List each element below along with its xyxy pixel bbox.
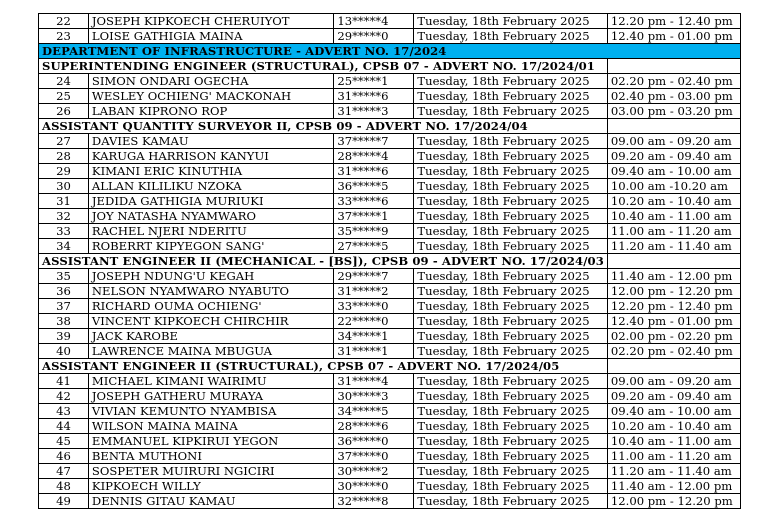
candidate-name-cell: ROBERRT KIPYEGON SANG'	[88, 239, 333, 254]
interview-date-cell: Tuesday, 18th February 2025	[414, 104, 607, 119]
section-header-row	[39, 119, 741, 134]
interview-time-cell: 11.20 am - 11.40 am	[607, 239, 740, 254]
interview-date-cell: Tuesday, 18th February 2025	[414, 134, 607, 149]
interview-time-cell: 11.20 am - 11.40 am	[607, 464, 740, 479]
id-number-cell: 37*****7	[334, 134, 414, 149]
row-number-cell: 43	[39, 404, 89, 419]
interview-date-cell: Tuesday, 18th February 2025	[414, 389, 607, 404]
section-title: ASSISTANT ENGINEER II (MECHANICAL - [BS]), CPSB 09 - ADVERT NO. 17/2024/03	[39, 254, 608, 269]
row-number-cell: 29	[39, 164, 89, 179]
interview-time-cell: 12.00 pm - 12.20 pm	[607, 494, 740, 509]
section-header-row	[39, 359, 741, 374]
interview-time-cell: 10.20 am - 10.40 am	[607, 419, 740, 434]
table-row	[39, 299, 741, 314]
interview-date-cell: Tuesday, 18th February 2025	[414, 314, 607, 329]
id-number-cell: 25*****1	[334, 74, 414, 89]
interview-time-cell: 12.00 pm - 12.20 pm	[607, 284, 740, 299]
candidate-name-cell: KIPKOECH WILLY	[88, 479, 333, 494]
id-number-cell: 28*****4	[334, 149, 414, 164]
table-row	[39, 194, 741, 209]
row-number-cell: 48	[39, 479, 89, 494]
empty-cell	[607, 254, 740, 269]
table-row	[39, 434, 741, 449]
interview-date-cell: Tuesday, 18th February 2025	[414, 224, 607, 239]
candidate-name-cell: JOY NATASHA NYAMWARO	[88, 209, 333, 224]
table-row	[39, 314, 741, 329]
candidate-name-cell: VINCENT KIPKOECH CHIRCHIR	[88, 314, 333, 329]
candidate-name-cell: LOISE GATHIGIA MAINA	[88, 29, 333, 44]
id-number-cell: 34*****1	[334, 329, 414, 344]
row-number-cell: 37	[39, 299, 89, 314]
table-row	[39, 269, 741, 284]
interview-date-cell: Tuesday, 18th February 2025	[414, 404, 607, 419]
candidate-name-cell: SIMON ONDARI OGECHA	[88, 74, 333, 89]
id-number-cell: 29*****7	[334, 269, 414, 284]
table-row	[39, 239, 741, 254]
candidate-name-cell: JOSEPH NDUNG'U KEGAH	[88, 269, 333, 284]
table-row	[39, 374, 741, 389]
table-row	[39, 419, 741, 434]
id-number-cell: 28*****6	[334, 419, 414, 434]
table-row	[39, 104, 741, 119]
candidate-name-cell: JACK KAROBE	[88, 329, 333, 344]
id-number-cell: 30*****3	[334, 389, 414, 404]
candidate-name-cell: JOSEPH KIPKOECH CHERUIYOT	[88, 14, 333, 29]
interview-time-cell: 12.40 pm - 01.00 pm	[607, 29, 740, 44]
interview-date-cell: Tuesday, 18th February 2025	[414, 89, 607, 104]
row-number-cell: 39	[39, 329, 89, 344]
row-number-cell: 33	[39, 224, 89, 239]
candidate-name-cell: EMMANUEL KIPKIRUI YEGON	[88, 434, 333, 449]
interview-time-cell: 10.20 am - 10.40 am	[607, 194, 740, 209]
candidate-name-cell: VIVIAN KEMUNTO NYAMBISA	[88, 404, 333, 419]
id-number-cell: 33*****6	[334, 194, 414, 209]
table-row	[39, 224, 741, 239]
interview-time-cell: 02.40 pm - 03.00 pm	[607, 89, 740, 104]
interview-date-cell: Tuesday, 18th February 2025	[414, 209, 607, 224]
empty-cell	[607, 359, 740, 374]
row-number-cell: 34	[39, 239, 89, 254]
empty-cell	[607, 119, 740, 134]
table-row	[39, 329, 741, 344]
id-number-cell: 27*****5	[334, 239, 414, 254]
candidate-name-cell: KIMANI ERIC KINUTHIA	[88, 164, 333, 179]
row-number-cell: 25	[39, 89, 89, 104]
candidate-name-cell: WESLEY OCHIENG' MACKONAH	[88, 89, 333, 104]
interview-time-cell: 02.00 pm - 02.20 pm	[607, 329, 740, 344]
candidate-name-cell: LABAN KIPRONO ROP	[88, 104, 333, 119]
row-number-cell: 26	[39, 104, 89, 119]
table-row	[39, 164, 741, 179]
id-number-cell: 33*****0	[334, 299, 414, 314]
interview-date-cell: Tuesday, 18th February 2025	[414, 494, 607, 509]
interview-date-cell: Tuesday, 18th February 2025	[414, 14, 607, 29]
row-number-cell: 22	[39, 14, 89, 29]
interview-time-cell: 10.00 am -10.20 am	[607, 179, 740, 194]
candidate-name-cell: JEDIDA GATHIGIA MURIUKI	[88, 194, 333, 209]
id-number-cell: 37*****1	[334, 209, 414, 224]
interview-date-cell: Tuesday, 18th February 2025	[414, 74, 607, 89]
id-number-cell: 29*****0	[334, 29, 414, 44]
interview-date-cell: Tuesday, 18th February 2025	[414, 464, 607, 479]
row-number-cell: 45	[39, 434, 89, 449]
table-row	[39, 134, 741, 149]
interview-date-cell: Tuesday, 18th February 2025	[414, 419, 607, 434]
id-number-cell: 36*****0	[334, 434, 414, 449]
interview-time-cell: 11.00 am - 11.20 am	[607, 449, 740, 464]
section-title: SUPERINTENDING ENGINEER (STRUCTURAL), CPSB 07 - ADVERT NO. 17/2024/01	[39, 59, 608, 74]
row-number-cell: 24	[39, 74, 89, 89]
section-title: ASSISTANT ENGINEER II (STRUCTURAL), CPSB 07 - ADVERT NO. 17/2024/05	[39, 359, 608, 374]
table-row	[39, 149, 741, 164]
row-number-cell: 36	[39, 284, 89, 299]
interview-time-cell: 12.20 pm - 12.40 pm	[607, 14, 740, 29]
candidate-name-cell: MICHAEL KIMANI WAIRIMU	[88, 374, 333, 389]
row-number-cell: 38	[39, 314, 89, 329]
candidate-name-cell: JOSEPH GATHERU MURAYA	[88, 389, 333, 404]
id-number-cell: 30*****2	[334, 464, 414, 479]
id-number-cell: 31*****4	[334, 374, 414, 389]
interview-date-cell: Tuesday, 18th February 2025	[414, 29, 607, 44]
candidate-name-cell: KARUGA HARRISON KANYUI	[88, 149, 333, 164]
table-row	[39, 29, 741, 44]
candidate-name-cell: NELSON NYAMWARO NYABUTO	[88, 284, 333, 299]
row-number-cell: 31	[39, 194, 89, 209]
table-row	[39, 479, 741, 494]
interview-time-cell: 10.40 am - 11.00 am	[607, 209, 740, 224]
interview-time-cell: 11.40 am - 12.00 pm	[607, 479, 740, 494]
id-number-cell: 31*****6	[334, 89, 414, 104]
candidate-name-cell: LAWRENCE MAINA MBUGUA	[88, 344, 333, 359]
id-number-cell: 31*****3	[334, 104, 414, 119]
interview-time-cell: 11.00 am - 11.20 am	[607, 224, 740, 239]
row-number-cell: 44	[39, 419, 89, 434]
section-title: ASSISTANT QUANTITY SURVEYOR II, CPSB 09 - ADVERT NO. 17/2024/04	[39, 119, 608, 134]
interview-time-cell: 09.40 am - 10.00 am	[607, 164, 740, 179]
table-row	[39, 179, 741, 194]
row-number-cell: 32	[39, 209, 89, 224]
interview-time-cell: 02.20 pm - 02.40 pm	[607, 344, 740, 359]
interview-date-cell: Tuesday, 18th February 2025	[414, 269, 607, 284]
interview-time-cell: 03.00 pm - 03.20 pm	[607, 104, 740, 119]
candidate-name-cell: WILSON MAINA MAINA	[88, 419, 333, 434]
row-number-cell: 28	[39, 149, 89, 164]
interview-date-cell: Tuesday, 18th February 2025	[414, 374, 607, 389]
interview-time-cell: 10.40 am - 11.00 am	[607, 434, 740, 449]
interview-date-cell: Tuesday, 18th February 2025	[414, 239, 607, 254]
interview-date-cell: Tuesday, 18th February 2025	[414, 434, 607, 449]
interview-date-cell: Tuesday, 18th February 2025	[414, 164, 607, 179]
interview-time-cell: 02.20 pm - 02.40 pm	[607, 74, 740, 89]
row-number-cell: 40	[39, 344, 89, 359]
id-number-cell: 34*****5	[334, 404, 414, 419]
id-number-cell: 36*****5	[334, 179, 414, 194]
interview-time-cell: 12.40 pm - 01.00 pm	[607, 314, 740, 329]
row-number-cell: 35	[39, 269, 89, 284]
interview-schedule-table	[38, 13, 741, 509]
interview-date-cell: Tuesday, 18th February 2025	[414, 479, 607, 494]
empty-cell	[607, 59, 740, 74]
id-number-cell: 31*****1	[334, 344, 414, 359]
row-number-cell: 46	[39, 449, 89, 464]
table-row	[39, 389, 741, 404]
id-number-cell: 31*****6	[334, 164, 414, 179]
candidate-name-cell: BENTA MUTHONI	[88, 449, 333, 464]
table-row	[39, 344, 741, 359]
row-number-cell: 27	[39, 134, 89, 149]
row-number-cell: 23	[39, 29, 89, 44]
table-row	[39, 494, 741, 509]
table-row	[39, 404, 741, 419]
row-number-cell: 49	[39, 494, 89, 509]
id-number-cell: 30*****0	[334, 479, 414, 494]
table-row	[39, 209, 741, 224]
row-number-cell: 30	[39, 179, 89, 194]
row-number-cell: 47	[39, 464, 89, 479]
id-number-cell: 22*****0	[334, 314, 414, 329]
table-row	[39, 89, 741, 104]
interview-date-cell: Tuesday, 18th February 2025	[414, 149, 607, 164]
candidate-name-cell: ALLAN KILILIKU NZOKA	[88, 179, 333, 194]
candidate-name-cell: DAVIES KAMAU	[88, 134, 333, 149]
table-row	[39, 74, 741, 89]
id-number-cell: 37*****0	[334, 449, 414, 464]
interview-time-cell: 09.00 am - 09.20 am	[607, 134, 740, 149]
interview-time-cell: 09.20 am - 09.40 am	[607, 149, 740, 164]
interview-date-cell: Tuesday, 18th February 2025	[414, 344, 607, 359]
interview-time-cell: 12.20 pm - 12.40 pm	[607, 299, 740, 314]
id-number-cell: 32*****8	[334, 494, 414, 509]
section-header-row	[39, 59, 741, 74]
section-header-row	[39, 254, 741, 269]
interview-time-cell: 09.00 am - 09.20 am	[607, 374, 740, 389]
candidate-name-cell: RACHEL NJERI NDERITU	[88, 224, 333, 239]
candidate-name-cell: DENNIS GITAU KAMAU	[88, 494, 333, 509]
candidate-name-cell: SOSPETER MUIRURI NGICIRI	[88, 464, 333, 479]
department-header-row	[39, 44, 741, 59]
row-number-cell: 42	[39, 389, 89, 404]
interview-date-cell: Tuesday, 18th February 2025	[414, 299, 607, 314]
interview-date-cell: Tuesday, 18th February 2025	[414, 284, 607, 299]
interview-date-cell: Tuesday, 18th February 2025	[414, 194, 607, 209]
interview-date-cell: Tuesday, 18th February 2025	[414, 329, 607, 344]
table-row	[39, 464, 741, 479]
table-row	[39, 284, 741, 299]
interview-date-cell: Tuesday, 18th February 2025	[414, 449, 607, 464]
table-row	[39, 14, 741, 29]
interview-time-cell: 09.40 am - 10.00 am	[607, 404, 740, 419]
interview-time-cell: 11.40 am - 12.00 pm	[607, 269, 740, 284]
id-number-cell: 35*****9	[334, 224, 414, 239]
interview-time-cell: 09.20 am - 09.40 am	[607, 389, 740, 404]
candidate-name-cell: RICHARD OUMA OCHIENG'	[88, 299, 333, 314]
id-number-cell: 13*****4	[334, 14, 414, 29]
id-number-cell: 31*****2	[334, 284, 414, 299]
department-title: DEPARTMENT OF INFRASTRUCTURE - ADVERT NO. 17/2024	[39, 44, 741, 59]
row-number-cell: 41	[39, 374, 89, 389]
interview-date-cell: Tuesday, 18th February 2025	[414, 179, 607, 194]
table-row	[39, 449, 741, 464]
